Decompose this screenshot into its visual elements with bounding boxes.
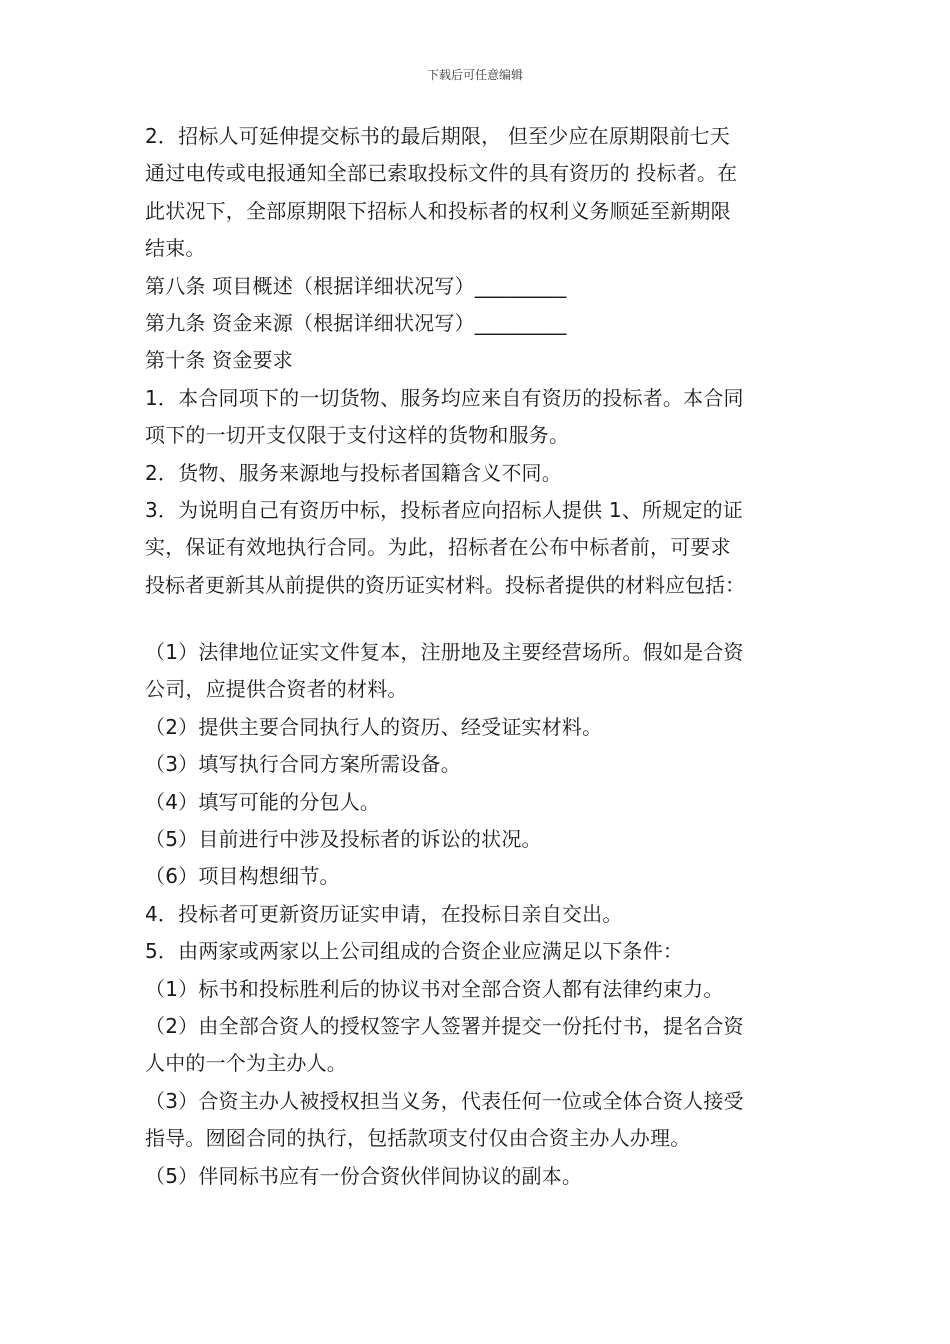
paragraph-line: 通过电传或电报通知全部已索取投标文件的具有资历的 投标者。在 [145, 161, 738, 186]
list-item: 指导。囫囵合同的执行，包括款项支付仅由合资主办人办理。 [145, 1126, 691, 1151]
list-item: （3）合资主办人被授权担当义务，代表任何一位或全体合资人接受 [145, 1088, 744, 1113]
list-item: 公司，应提供合资者的材料。 [145, 677, 408, 702]
list-item: （1）法律地位证实文件复本，注册地及主要经营场所。假如是合资 [145, 640, 744, 665]
list-item: 人中的一个为主办人。 [145, 1051, 347, 1076]
article-heading: 第九条 资金来源（根据详细状况写）_________ [145, 310, 567, 335]
paragraph-line: 2．招标人可延伸提交标书的最后期限， 但至少应在原期限前七天 [145, 124, 731, 148]
list-item: （4）填写可能的分包人。 [145, 789, 381, 814]
paragraph-line: 5．由两家或两家以上公司组成的合资企业应满足以下条件： [145, 939, 684, 964]
paragraph-line: 1．本合同项下的一切货物、服务均应来自有资历的投标者。本合同 [145, 385, 744, 410]
article-heading: 第十条 资金要求 [145, 348, 293, 373]
document-body [145, 118, 817, 1195]
paragraph-line: 4．投标者可更新资历证实申请，在投标日亲自交出。 [145, 901, 623, 926]
list-item: （2）提供主要合同执行人的资历、经受证实材料。 [145, 714, 603, 739]
paragraph-line: 2．货物、服务来源地与投标者国籍含义不同。 [145, 460, 562, 485]
paragraph-line: 3．为说明自己有资历中标，投标者应向招标人提供 1、所规定的证 [145, 497, 744, 522]
list-item: （5）目前进行中涉及投标者的诉讼的状况。 [145, 827, 542, 852]
list-item: （5）伴同标书应有一份合资伙伴间协议的副本。 [145, 1163, 583, 1188]
paragraph-line: 实，保证有效地执行合同。为此，招标者在公布中标者前，可要求 [145, 535, 731, 560]
list-item: （3）填写执行合同方案所需设备。 [145, 752, 461, 777]
list-item: （1）标书和投标胜利后的协议书对全部合资人都有法律约束力。 [145, 976, 724, 1001]
page-header: 下载后可任意编辑 [426, 68, 523, 82]
list-item: （6）项目构想细节。 [145, 864, 340, 889]
paragraph-line: 此状况下，全部原期限下招标人和投标者的权利义务顺延至新期限 [145, 198, 731, 223]
list-item: （2）由全部合资人的授权签字人签署并提交一份托付书，提名合资 [145, 1013, 744, 1038]
paragraph-line: 投标者更新其从前提供的资历证实材料。投标者提供的材料应包括： [145, 572, 745, 597]
paragraph-line: 结束。 [145, 236, 206, 261]
article-heading: 第八条 项目概述（根据详细状况写）_________ [145, 273, 567, 298]
paragraph-line: 项下的一切开支仅限于支付这样的货物和服务。 [145, 423, 570, 448]
